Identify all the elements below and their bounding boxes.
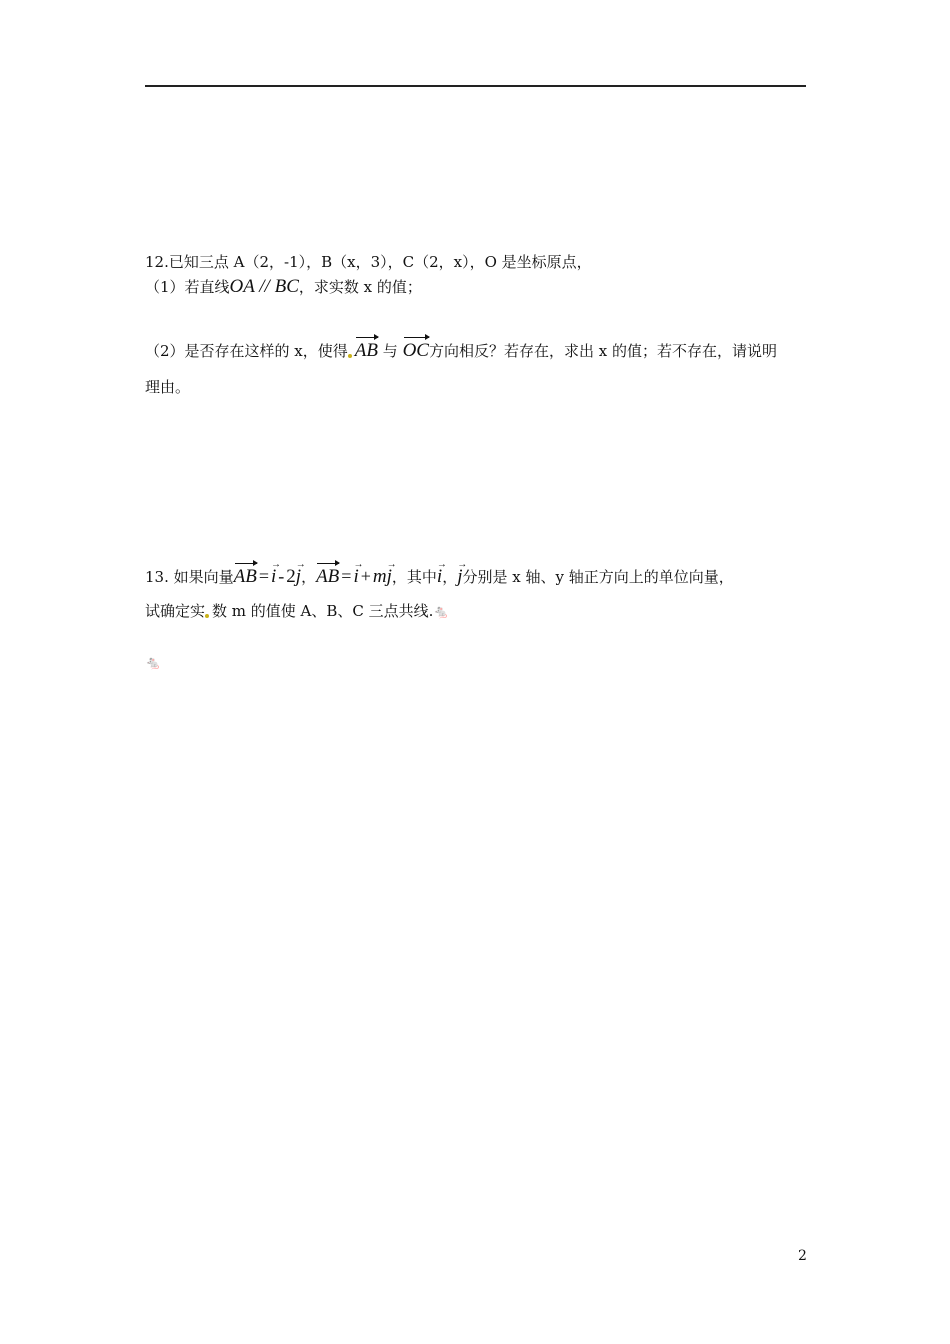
q13-tail: 分别是 x 轴、y 轴正方向上的单位向量， (462, 568, 734, 586)
q13-line2 (145, 600, 450, 624)
vector-oc: OC (403, 336, 429, 362)
q13-line1: 13. 如果向量AB = i → - 2j →，AB = i → + mj →，其中i →，j →分别是 x 轴、y 轴正方向上的单位向量， (145, 562, 734, 588)
q12-part1-formula: OA // BC (229, 276, 299, 297)
q12-part1-text: ，求实数 x 的值； (298, 278, 422, 296)
variable-m: m (372, 566, 387, 587)
unit-vector-i: i → (437, 562, 442, 588)
unit-vector-i: i → (353, 562, 358, 588)
page-number: 2 (798, 1248, 807, 1264)
q12-part1-label: （1）若直线 (145, 278, 230, 296)
minus-sign: - (278, 566, 285, 586)
unit-vector-j: j → (457, 562, 462, 588)
unit-vector-j: j → (296, 562, 301, 588)
q12-part2-cont: 理由。 (145, 378, 191, 396)
q12-intro: 12.已知三点 A（2，-1），B（x，3），C（2，x），O 是坐标原点， (145, 253, 592, 271)
highlight-dot (205, 614, 209, 618)
header-rule (145, 85, 806, 87)
unit-vector-i: i → (271, 562, 276, 588)
q13-lead: 13. 如果向量 (145, 568, 234, 586)
q13-line2-a: 试确定实 (145, 602, 206, 620)
mouse-icon: 🐁 (145, 656, 162, 671)
vector-ab: AB (234, 562, 257, 588)
mouse-icon: 🐁 (433, 605, 450, 620)
coefficient: 2 (286, 566, 296, 587)
plus-sign: + (360, 566, 371, 586)
q12-part2-with: 与 (382, 342, 398, 360)
q13-line2-b: 数 m 的值使 A、B、C 三点共线. (212, 602, 434, 620)
q12-part2 (145, 336, 777, 362)
q13-u-sep: ， (442, 568, 458, 586)
highlight-dot (348, 354, 352, 358)
q12-part2-label: （2）是否存在这样的 x，使得 (145, 342, 348, 360)
vector-ab-2: AB (316, 562, 339, 588)
q13-sep: ， (301, 568, 317, 586)
vector-ab: AB (355, 336, 378, 362)
q12-part2-text: 方向相反？若存在，求出 x 的值；若不存在，请说明 (428, 342, 777, 360)
unit-vector-j: j → (387, 562, 392, 588)
q13-mid: ，其中 (391, 568, 437, 586)
q12-part1 (145, 276, 422, 298)
trailing-mark (145, 651, 161, 675)
